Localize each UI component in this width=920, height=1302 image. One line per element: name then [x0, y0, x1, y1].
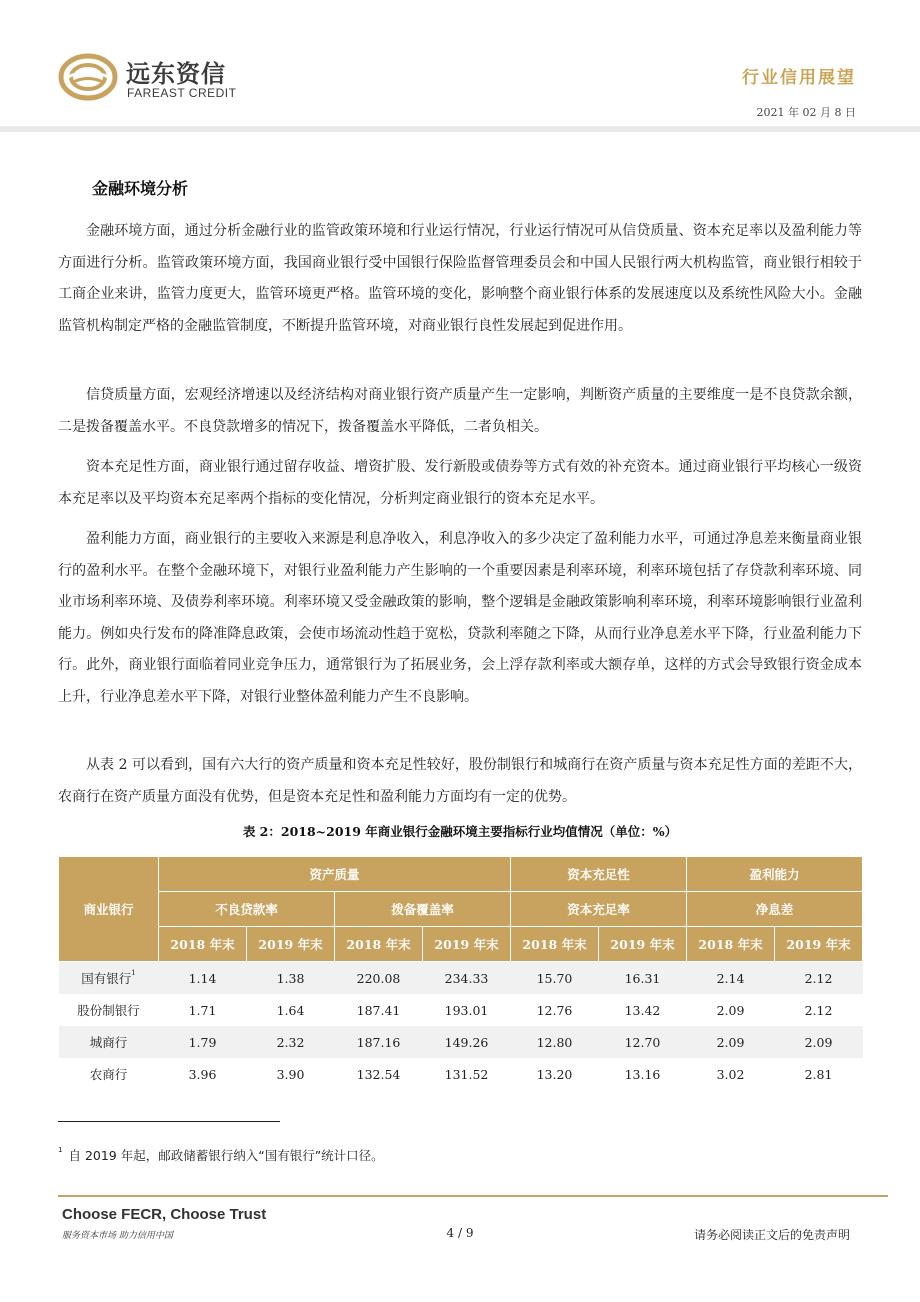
value-cell: 12.70 — [599, 1026, 687, 1058]
footnote-divider — [58, 1121, 280, 1122]
value-cell: 131.52 — [423, 1058, 511, 1090]
value-cell: 187.16 — [335, 1026, 423, 1058]
year-header: 2019 年末 — [247, 927, 335, 962]
paragraph-table-summary: 从表 2 可以看到，国有六大行的资产质量和资本充足性较好，股份制银行和城商行在资产质量与资本充足性方面的差距不大，农商行在资产质量方面没有优势，但是资本充足性和盈利能力方面均有一定的优势。 — [58, 757, 862, 805]
group-header: 资本充足性 — [511, 857, 687, 892]
section-title: 金融环境分析 — [92, 179, 189, 198]
paragraph-financial-environment: 金融环境方面，通过分析金融行业的监管政策环境和行业运行情况，行业运行情况可从信贷质量、资本充足率以及盈利能力等方面进行分析。监管政策环境方面，我国商业银行受中国银行保险监督管理委员会和中国人民银行两大机构监管，商业银行相较于工商企业来讲，监管力度更大，监管环境更严格。监管环境的变化，影响整个商业银行体系的发展速度以及系统性风险大小。金融监管机构制定严格的金融监管制度，不断提升监管环境，对商业银行良性发展起到促进作用。 — [58, 223, 862, 334]
table-caption: 表 2：2018~2019 年商业银行金融环境主要指标行业均值情况（单位：%） — [242, 824, 678, 839]
year-header: 2018 年末 — [687, 927, 775, 962]
value-cell: 2.12 — [775, 994, 863, 1026]
value-cell: 12.76 — [511, 994, 599, 1026]
value-cell: 2.09 — [687, 1026, 775, 1058]
value-cell: 13.16 — [599, 1058, 687, 1090]
value-cell: 234.33 — [423, 962, 511, 995]
value-cell: 1.71 — [159, 994, 247, 1026]
value-cell: 1.64 — [247, 994, 335, 1026]
row-header-cell: 商业银行 — [59, 857, 159, 962]
value-cell: 3.90 — [247, 1058, 335, 1090]
value-cell: 16.31 — [599, 962, 687, 995]
page-header — [0, 0, 920, 132]
year-header: 2019 年末 — [599, 927, 687, 962]
value-cell: 13.42 — [599, 994, 687, 1026]
indicator-header: 资本充足率 — [511, 892, 687, 927]
value-cell: 3.02 — [687, 1058, 775, 1090]
value-cell: 3.96 — [159, 1058, 247, 1090]
bank-indicator-table — [58, 856, 863, 1090]
table-row — [59, 962, 863, 995]
group-header: 盈利能力 — [687, 857, 863, 892]
table-row — [59, 1026, 863, 1058]
footnote-marker: 1 — [131, 969, 136, 977]
year-header: 2018 年末 — [511, 927, 599, 962]
value-cell: 2.81 — [775, 1058, 863, 1090]
document-date: 2021 年 02 月 8 日 — [756, 106, 856, 119]
footer-subslogan: 服务资本市场 助力信用中国 — [62, 1231, 173, 1241]
value-cell: 13.20 — [511, 1058, 599, 1090]
value-cell: 2.14 — [687, 962, 775, 995]
indicator-header: 不良贷款率 — [159, 892, 335, 927]
page-number: 4 / 9 — [446, 1226, 474, 1240]
logo-chinese-name: 远东资信 — [126, 60, 226, 88]
value-cell: 12.80 — [511, 1026, 599, 1058]
footer-slogan: Choose FECR, Choose Trust — [62, 1206, 267, 1223]
value-cell: 149.26 — [423, 1026, 511, 1058]
value-cell: 132.54 — [335, 1058, 423, 1090]
value-cell: 220.08 — [335, 962, 423, 995]
logo-english-name: FAREAST CREDIT — [127, 86, 237, 100]
indicator-header: 拨备覆盖率 — [335, 892, 511, 927]
fareast-logo-icon — [58, 52, 118, 102]
value-cell: 2.09 — [687, 994, 775, 1026]
value-cell: 15.70 — [511, 962, 599, 995]
footnote-text: 自 2019 年起，邮政储蓄银行纳入“国有银行”统计口径。 — [68, 1148, 384, 1163]
document-type: 行业信用展望 — [742, 68, 856, 88]
value-cell: 2.32 — [247, 1026, 335, 1058]
value-cell: 1.79 — [159, 1026, 247, 1058]
paragraph-profitability: 盈利能力方面，商业银行的主要收入来源是利息净收入，利息净收入的多少决定了盈利能力水平，可通过净息差来衡量商业银行的盈利水平。在整个金融环境下，对银行业盈利能力产生影响的一个重要因素是利率环境，利率环境包括了存贷款利率环境、同业市场利率环境、及债券利率环境。利率环境又受金融政策的影响，整个逻辑是金融政策影响利率环境，利率环境影响银行业盈利能力。例如央行发布的降准降息政策，会使市场流动性趋于宽松，贷款利率随之下降，从而行业净息差水平下降，行业盈利能力下行。此外，商业银行面临着同业竞争压力，通常银行为了拓展业务，会上浮存款利率或大额存单，这样的方式会导致银行资金成本上升，行业净息差水平下降，对银行业整体盈利能力产生不良影响。 — [58, 531, 862, 705]
value-cell: 2.09 — [775, 1026, 863, 1058]
bank-type-cell: 股份制银行 — [59, 994, 159, 1026]
bank-type-cell: 农商行 — [59, 1058, 159, 1090]
indicator-header: 净息差 — [687, 892, 863, 927]
year-header: 2019 年末 — [423, 927, 511, 962]
value-cell: 1.14 — [159, 962, 247, 995]
paragraph-capital-adequacy: 资本充足性方面，商业银行通过留存收益、增资扩股、发行新股或债券等方式有效的补充资本。通过商业银行平均核心一级资本充足率以及平均资本充足率两个指标的变化情况，分析判定商业银行的资本充足水平。 — [58, 459, 862, 507]
bank-type-cell: 城商行 — [59, 1026, 159, 1058]
year-header: 2018 年末 — [159, 927, 247, 962]
value-cell: 2.12 — [775, 962, 863, 995]
table-row — [59, 1058, 863, 1090]
year-header: 2019 年末 — [775, 927, 863, 962]
table-row — [59, 994, 863, 1026]
footer-divider — [58, 1195, 888, 1197]
value-cell: 187.41 — [335, 994, 423, 1026]
bank-type-cell: 国有银行$^1$ — [59, 962, 159, 995]
value-cell: 1.38 — [247, 962, 335, 995]
disclaimer-note: 请务必阅读正文后的免责声明 — [693, 1228, 850, 1242]
header-divider — [0, 126, 920, 132]
year-header: 2018 年末 — [335, 927, 423, 962]
group-header: 资产质量 — [159, 857, 511, 892]
footnote — [58, 1146, 384, 1164]
paragraph-credit-quality: 信贷质量方面，宏观经济增速以及经济结构对商业银行资产质量产生一定影响，判断资产质量的主要维度一是不良贷款余额，二是拨备覆盖水平。不良贷款增多的情况下，拨备覆盖水平降低，二者负相关。 — [58, 387, 862, 435]
value-cell: 193.01 — [423, 994, 511, 1026]
footnote-number: 1 — [58, 1146, 63, 1154]
